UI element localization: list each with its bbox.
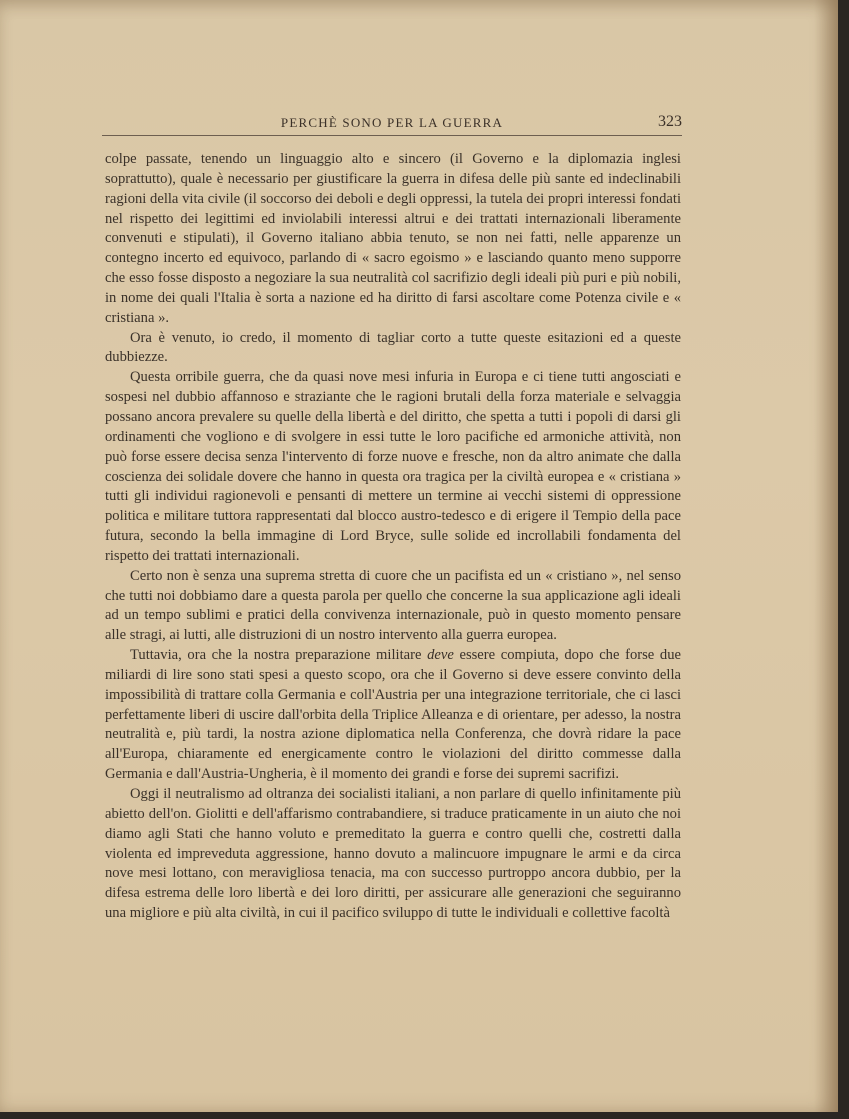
page-edge-shadow <box>814 0 838 1112</box>
paragraph-4: Certo non è senza una suprema stretta di cuore che un pacifista ed un « cristiano », nel senso che tutti noi dobbiamo dare a questa parola per quello che concerne la sua applicazione agli ideali ad un tempo sublimi e pratici della convivenza internazionale, può in questo momento pensare alle stragi, ai lutti, alle distruzioni di un nostro intervento alla guerra europea. <box>105 567 681 644</box>
paragraph-5-emphasis: deve <box>427 647 454 664</box>
paragraph-5-before: Tuttavia, ora che la nostra preparazione militare <box>130 647 428 664</box>
body-text <box>105 150 681 924</box>
paragraph-3: Questa orribile guerra, che da quasi nove mesi infuria in Europa e ci tiene tutti angosciati e sospesi nel dubbio affannoso e straziante che le ragioni brutali della forza materiale e selvaggia possano ancora prevalere su quelle della libertà e del diritto, che spetta a tutti i popoli di darsi gli ordinamenti che vogliono e di svolgere in essi tutte le loro pacifiche ed armoniche attività, non può forse essere decisa senza l'intervento di forze nuove e fresche, non da altro animate che dalla coscienza dei solidale dovere che hanno in questa ora tragica per la civiltà europea e « cristiana » tutti gli individui ragionevoli e pensanti di mettere un termine ai vecchi sistemi di oppressione politica e militare tuttora rappresentati dal blocco austro-tedesco e di erigere il Tempio della pace futura, secondo la bella immagine di Lord Bryce, sulle solide ed incrollabili fondamenta del rispetto dei trattati internazionali. <box>105 369 681 564</box>
paragraph-5-after: essere compiuta, dopo che forse due miliardi di lire sono stati spesi a questo scopo, ora che il Governo si deve essere convinto della impossibilità di trattare colla Germania e coll'Austria per una integrazione territoriale, che ci lasci perfettamente liberi di uscire dall'orbita della Triplice Alleanza e di orientare, per adesso, la nostra neutralità e, più tardi, la nostra azione diplomatica nella Conferenza, che dovrà ridare la pace all'Europa, chiaramente ed energicamente contro le violazioni del diritto commesse dalla Germania e dall'Austria-Ungheria, è il momento dei grandi e forse dei supremi sacrifizi. <box>105 647 681 783</box>
page-number: 323 <box>658 113 682 130</box>
page-header <box>102 113 682 133</box>
paragraph-1: colpe passate, tenendo un linguaggio alto e sincero (il Governo e la diplomazia inglesi soprattutto), quale è necessario per giustificare la guerra in difesa delle più sante ed indeclinabili ragioni della vita civile (il soccorso dei deboli e degli oppressi, la tutela dei propri interessi fondati nel rispetto dei legittimi ed inviolabili interessi altrui e dei trattati internazionali liberamente convenuti e stipulati), il Governo italiano abbia tenuto, se non nei fatti, nelle apparenze un contegno incerto ed equivoco, parlando di « sacro egoismo » e lasciando quanto meno supporre che esso fosse disposto a negoziare la sua neutralità col sacrifizio degli ideali più puri e più nobili, in nome dei quali l'Italia è sorta a nazione ed ha diritto di farsi ascoltare come Potenza civile e « cristiana ». <box>105 151 681 326</box>
paragraph-2: Ora è venuto, io credo, il momento di tagliar corto a tutte queste esitazioni ed a queste dubbiezze. <box>105 329 681 366</box>
running-title: PERCHÈ SONO PER LA GUERRA <box>280 115 504 130</box>
paragraph-5 <box>105 646 681 785</box>
paragraph-6: Oggi il neutralismo ad oltranza dei socialisti italiani, a non parlare di quello infinitamente più abietto dell'on. Giolitti e dell'affarismo contrabandiere, si traduce praticamente in un aiuto che noi diamo agli Stati che hanno voluto e premeditato la guerra e contro quelli che, costretti dalla violenta ed impreveduta aggressione, hanno dovuto a malincuore impugnare le armi e da circa nove mesi lottano, con meravigliosa tenacia, ma con successo purtroppo ancora dubbio, per la difesa estrema delle loro libertà e dei loro diritti, per assicurare alle generazioni che seguiranno una migliore e più alta civiltà, in cui il pacifico sviluppo di tutte le individuali e collettive facoltà <box>105 786 681 922</box>
header-rule <box>102 135 682 136</box>
